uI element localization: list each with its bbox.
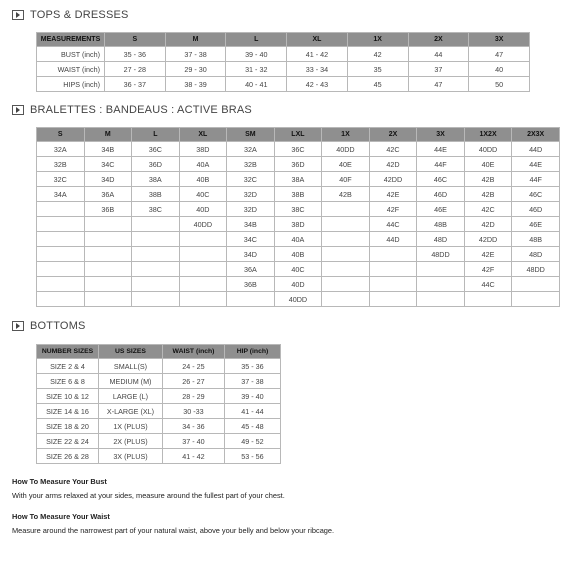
- table-cell: [132, 217, 180, 232]
- table-cell: 38D: [179, 142, 227, 157]
- table-cell: 34C: [227, 232, 275, 247]
- bras-size-table: [36, 127, 560, 307]
- table-cell: [84, 262, 132, 277]
- table-cell: 36D: [274, 157, 322, 172]
- table-cell: 34B: [84, 142, 132, 157]
- table-row: [37, 389, 281, 404]
- table-cell: 40D: [179, 202, 227, 217]
- section-bottoms[interactable]: [12, 320, 86, 332]
- table-cell: 37 - 38: [165, 47, 226, 62]
- table-cell: 34 - 36: [163, 419, 225, 434]
- table-cell: 34D: [227, 247, 275, 262]
- table-cell: SIZE 26 & 28: [37, 449, 99, 464]
- table-cell: 45: [347, 77, 408, 92]
- table-cell: 38B: [132, 187, 180, 202]
- table-cell: 41 - 44: [225, 404, 281, 419]
- table-cell: 30 -33: [163, 404, 225, 419]
- table-cell: [132, 247, 180, 262]
- section-tops[interactable]: [12, 9, 129, 21]
- table-cell: 44F: [417, 157, 465, 172]
- column-header: S: [105, 33, 166, 47]
- table-row: [37, 157, 560, 172]
- table-cell: 48B: [512, 232, 560, 247]
- expand-arrow-icon[interactable]: [12, 10, 24, 20]
- column-header: HIP (inch): [225, 345, 281, 359]
- expand-arrow-icon[interactable]: [12, 105, 24, 115]
- table-cell: 42D: [369, 157, 417, 172]
- table-cell: [37, 247, 85, 262]
- table-cell: 42F: [369, 202, 417, 217]
- table-cell: [132, 232, 180, 247]
- table-cell: SIZE 18 & 20: [37, 419, 99, 434]
- table-cell: 47: [408, 77, 469, 92]
- table-row: [37, 202, 560, 217]
- table-cell: 40B: [179, 172, 227, 187]
- table-cell: 41 - 42: [287, 47, 348, 62]
- tops-size-table: [36, 32, 530, 92]
- table-cell: 40F: [322, 172, 370, 187]
- table-cell: [322, 247, 370, 262]
- section-title: BRALETTES : BANDEAUS : ACTIVE BRAS: [30, 104, 252, 116]
- table-cell: 42: [347, 47, 408, 62]
- table-cell: 38D: [274, 217, 322, 232]
- table-cell: 27 - 28: [105, 62, 166, 77]
- column-header: 3X: [417, 128, 465, 142]
- table-cell: SIZE 22 & 24: [37, 434, 99, 449]
- table-cell: [322, 262, 370, 277]
- table-cell: [132, 292, 180, 307]
- column-header: 1X: [322, 128, 370, 142]
- table-cell: 48D: [512, 247, 560, 262]
- table-cell: 35: [347, 62, 408, 77]
- table-cell: 42DD: [369, 172, 417, 187]
- table-cell: 48B: [417, 217, 465, 232]
- table-row: [37, 62, 530, 77]
- table-cell: 44F: [512, 172, 560, 187]
- table-cell: [37, 232, 85, 247]
- table-row: [37, 419, 281, 434]
- table-row: [37, 404, 281, 419]
- howto-bust-text: With your arms relaxed at your sides, measure around the fullest part of your chest.: [12, 491, 285, 500]
- table-cell: 49 - 52: [225, 434, 281, 449]
- table-cell: [37, 202, 85, 217]
- table-cell: 38A: [274, 172, 322, 187]
- column-header: 2X3X: [512, 128, 560, 142]
- table-cell: 35 - 36: [105, 47, 166, 62]
- table-row: [37, 374, 281, 389]
- table-cell: 38 - 39: [165, 77, 226, 92]
- table-cell: 32D: [227, 187, 275, 202]
- table-cell: 28 - 29: [163, 389, 225, 404]
- table-cell: [37, 292, 85, 307]
- row-label: WAIST (inch): [37, 62, 105, 77]
- column-header: WAIST (inch): [163, 345, 225, 359]
- column-header: L: [132, 128, 180, 142]
- table-cell: [417, 292, 465, 307]
- table-cell: [369, 277, 417, 292]
- column-header: NUMBER SIZES: [37, 345, 99, 359]
- table-cell: 40B: [274, 247, 322, 262]
- table-cell: [179, 232, 227, 247]
- table-cell: 36C: [274, 142, 322, 157]
- column-header: 1X2X: [464, 128, 512, 142]
- column-header: 2X: [369, 128, 417, 142]
- table-cell: 38C: [132, 202, 180, 217]
- table-cell: 39 - 40: [225, 389, 281, 404]
- table-cell: 2X (PLUS): [99, 434, 163, 449]
- table-cell: [417, 277, 465, 292]
- table-cell: 40: [469, 62, 530, 77]
- column-header: XL: [287, 33, 348, 47]
- column-header: MEASUREMENTS: [37, 33, 105, 47]
- table-cell: 32C: [37, 172, 85, 187]
- column-header: M: [165, 33, 226, 47]
- table-cell: 40DD: [274, 292, 322, 307]
- table-cell: [322, 277, 370, 292]
- table-cell: LARGE (L): [99, 389, 163, 404]
- table-cell: [369, 262, 417, 277]
- table-cell: [37, 262, 85, 277]
- table-cell: 36A: [227, 262, 275, 277]
- table-cell: [37, 217, 85, 232]
- table-cell: 40DD: [464, 142, 512, 157]
- table-cell: 46E: [512, 217, 560, 232]
- table-cell: 32A: [37, 142, 85, 157]
- table-cell: [417, 262, 465, 277]
- table-cell: 40C: [274, 262, 322, 277]
- table-cell: 46C: [417, 172, 465, 187]
- table-row: [37, 449, 281, 464]
- table-cell: 42B: [464, 172, 512, 187]
- table-cell: 40C: [179, 187, 227, 202]
- column-header: 3X: [469, 33, 530, 47]
- table-row: [37, 262, 560, 277]
- section-title: TOPS & DRESSES: [30, 9, 129, 21]
- table-row: [37, 359, 281, 374]
- table-cell: SIZE 2 & 4: [37, 359, 99, 374]
- table-cell: 37 - 40: [163, 434, 225, 449]
- table-cell: 42E: [464, 247, 512, 262]
- table-cell: [84, 232, 132, 247]
- howto-waist-title: How To Measure Your Waist: [12, 512, 110, 521]
- table-cell: 40 - 41: [226, 77, 287, 92]
- table-cell: 46C: [512, 187, 560, 202]
- table-cell: 44C: [464, 277, 512, 292]
- table-cell: 34B: [227, 217, 275, 232]
- table-cell: 34D: [84, 172, 132, 187]
- table-cell: 42 - 43: [287, 77, 348, 92]
- table-cell: 50: [469, 77, 530, 92]
- table-cell: 40E: [464, 157, 512, 172]
- table-cell: 36C: [132, 142, 180, 157]
- table-cell: 40DD: [179, 217, 227, 232]
- table-cell: 40DD: [322, 142, 370, 157]
- table-cell: 53 - 56: [225, 449, 281, 464]
- table-cell: [512, 277, 560, 292]
- table-cell: 36B: [227, 277, 275, 292]
- table-cell: 34A: [37, 187, 85, 202]
- table-cell: 44C: [369, 217, 417, 232]
- table-cell: 46D: [512, 202, 560, 217]
- table-cell: 41 - 42: [163, 449, 225, 464]
- table-cell: 42C: [369, 142, 417, 157]
- table-cell: [369, 292, 417, 307]
- table-cell: 36D: [132, 157, 180, 172]
- table-cell: 47: [469, 47, 530, 62]
- table-cell: 1X (PLUS): [99, 419, 163, 434]
- table-cell: 46E: [417, 202, 465, 217]
- column-header: SM: [227, 128, 275, 142]
- expand-arrow-icon[interactable]: [12, 321, 24, 331]
- table-row: [37, 47, 530, 62]
- row-label: HIPS (inch): [37, 77, 105, 92]
- table-row: [37, 217, 560, 232]
- table-cell: [464, 292, 512, 307]
- table-cell: [37, 277, 85, 292]
- howto-bust-title: How To Measure Your Bust: [12, 477, 107, 486]
- table-cell: 36A: [84, 187, 132, 202]
- table-cell: 46D: [417, 187, 465, 202]
- table-cell: X-LARGE (XL): [99, 404, 163, 419]
- table-cell: [227, 292, 275, 307]
- table-cell: 36 - 37: [105, 77, 166, 92]
- table-cell: 34C: [84, 157, 132, 172]
- section-title: BOTTOMS: [30, 320, 86, 332]
- table-cell: 42D: [464, 217, 512, 232]
- table-cell: [322, 217, 370, 232]
- table-cell: SIZE 10 & 12: [37, 389, 99, 404]
- table-cell: 36B: [84, 202, 132, 217]
- table-cell: 37 - 38: [225, 374, 281, 389]
- table-row: [37, 292, 560, 307]
- table-cell: 33 - 34: [287, 62, 348, 77]
- table-cell: 40A: [274, 232, 322, 247]
- table-cell: 31 - 32: [226, 62, 287, 77]
- table-cell: 38C: [274, 202, 322, 217]
- table-cell: 44D: [369, 232, 417, 247]
- table-cell: [84, 247, 132, 262]
- table-cell: 38B: [274, 187, 322, 202]
- table-cell: 44: [408, 47, 469, 62]
- table-row: [37, 77, 530, 92]
- table-cell: 32D: [227, 202, 275, 217]
- table-row: [37, 247, 560, 262]
- column-header: M: [84, 128, 132, 142]
- table-row: [37, 172, 560, 187]
- column-header: XL: [179, 128, 227, 142]
- table-cell: 26 - 27: [163, 374, 225, 389]
- table-cell: [132, 277, 180, 292]
- table-cell: 39 - 40: [226, 47, 287, 62]
- column-header: 2X: [408, 33, 469, 47]
- table-cell: MEDIUM (M): [99, 374, 163, 389]
- table-cell: 48D: [417, 232, 465, 247]
- table-cell: 32C: [227, 172, 275, 187]
- column-header: LXL: [274, 128, 322, 142]
- table-cell: [84, 292, 132, 307]
- table-cell: 40A: [179, 157, 227, 172]
- table-cell: 40E: [322, 157, 370, 172]
- table-cell: 38A: [132, 172, 180, 187]
- table-cell: 48DD: [512, 262, 560, 277]
- table-cell: [179, 247, 227, 262]
- table-cell: [369, 247, 417, 262]
- table-cell: SMALL(S): [99, 359, 163, 374]
- table-cell: 44D: [512, 142, 560, 157]
- table-cell: SIZE 6 & 8: [37, 374, 99, 389]
- table-cell: 37: [408, 62, 469, 77]
- table-cell: 35 - 36: [225, 359, 281, 374]
- table-cell: [84, 217, 132, 232]
- table-cell: 42B: [464, 187, 512, 202]
- table-cell: [132, 262, 180, 277]
- table-cell: 40D: [274, 277, 322, 292]
- table-cell: 42F: [464, 262, 512, 277]
- table-cell: 42C: [464, 202, 512, 217]
- table-cell: 42B: [322, 187, 370, 202]
- table-cell: 29 - 30: [165, 62, 226, 77]
- table-cell: 44E: [512, 157, 560, 172]
- table-cell: 48DD: [417, 247, 465, 262]
- table-cell: 32B: [37, 157, 85, 172]
- howto-waist-text: Measure around the narrowest part of your natural waist, above your belly and below your ribcage.: [12, 526, 335, 535]
- table-cell: 32A: [227, 142, 275, 157]
- table-cell: 32B: [227, 157, 275, 172]
- column-header: S: [37, 128, 85, 142]
- table-row: [37, 142, 560, 157]
- bottoms-size-table: [36, 344, 281, 464]
- table-cell: SIZE 14 & 16: [37, 404, 99, 419]
- table-row: [37, 434, 281, 449]
- table-row: [37, 277, 560, 292]
- table-cell: 42DD: [464, 232, 512, 247]
- table-cell: [179, 277, 227, 292]
- table-cell: 42E: [369, 187, 417, 202]
- table-cell: [322, 202, 370, 217]
- row-label: BUST (inch): [37, 47, 105, 62]
- table-cell: 24 - 25: [163, 359, 225, 374]
- table-row: [37, 187, 560, 202]
- table-cell: 3X (PLUS): [99, 449, 163, 464]
- table-cell: [322, 292, 370, 307]
- column-header: 1X: [347, 33, 408, 47]
- column-header: US SIZES: [99, 345, 163, 359]
- table-cell: [84, 277, 132, 292]
- table-cell: [179, 262, 227, 277]
- table-cell: 44E: [417, 142, 465, 157]
- table-cell: 45 - 48: [225, 419, 281, 434]
- table-cell: [512, 292, 560, 307]
- section-bras[interactable]: [12, 104, 252, 116]
- table-cell: [322, 232, 370, 247]
- column-header: L: [226, 33, 287, 47]
- table-row: [37, 232, 560, 247]
- table-cell: [179, 292, 227, 307]
